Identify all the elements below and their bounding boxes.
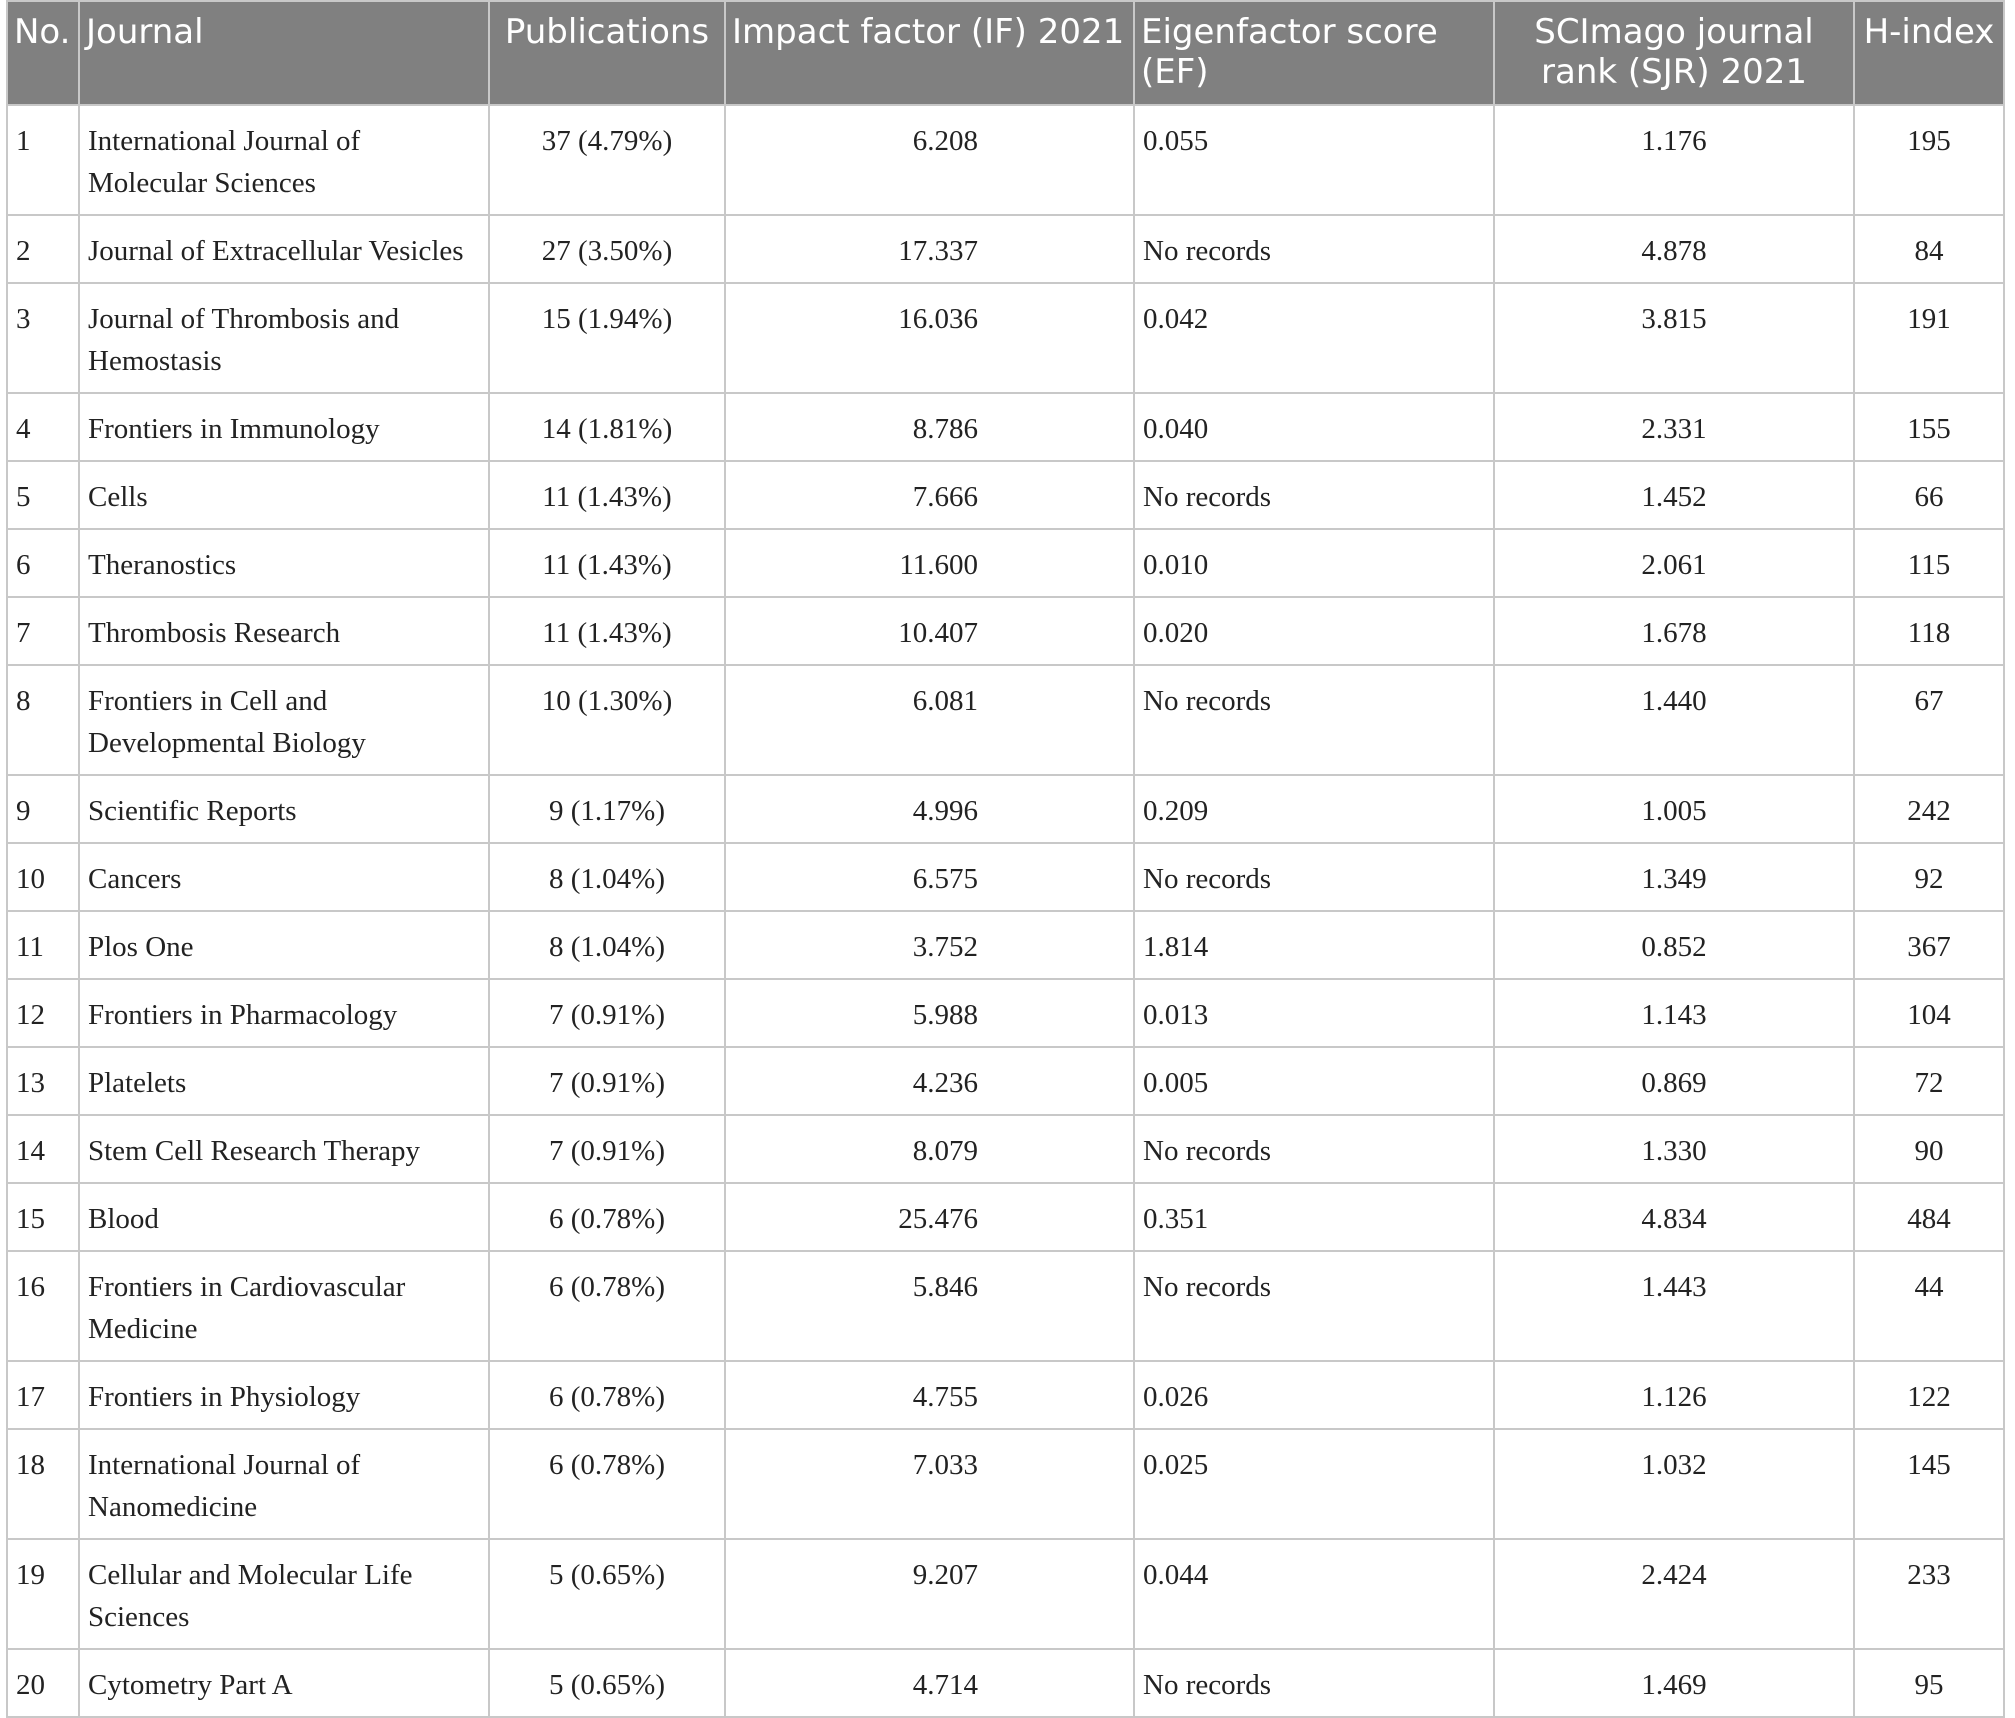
cell-sjr: 1.443 (1494, 1251, 1854, 1361)
cell-h-index: 122 (1854, 1361, 2004, 1429)
cell-h-index: 242 (1854, 775, 2004, 843)
table-row (7, 911, 2004, 979)
cell-no: 2 (7, 215, 79, 283)
table-row (7, 979, 2004, 1047)
cell-sjr: 0.869 (1494, 1047, 1854, 1115)
cell-eigenfactor: No records (1134, 1251, 1494, 1361)
cell-sjr: 2.424 (1494, 1539, 1854, 1649)
cell-impact-factor: 4.236 (725, 1047, 1134, 1115)
cell-no: 20 (7, 1649, 79, 1717)
cell-sjr: 3.815 (1494, 283, 1854, 393)
cell-journal: Stem Cell Research Therapy (79, 1115, 489, 1183)
cell-publications: 7 (0.91%) (489, 1115, 725, 1183)
table-row (7, 393, 2004, 461)
cell-eigenfactor: 0.044 (1134, 1539, 1494, 1649)
cell-h-index: 484 (1854, 1183, 2004, 1251)
table-row (7, 597, 2004, 665)
cell-publications: 14 (1.81%) (489, 393, 725, 461)
cell-h-index: 95 (1854, 1649, 2004, 1717)
cell-sjr: 0.852 (1494, 911, 1854, 979)
header-eigenfactor: Eigenfactor score (EF) (1134, 1, 1494, 105)
cell-no: 4 (7, 393, 79, 461)
cell-h-index: 90 (1854, 1115, 2004, 1183)
cell-journal: Frontiers in Physiology (79, 1361, 489, 1429)
cell-no: 9 (7, 775, 79, 843)
table-row (7, 1115, 2004, 1183)
cell-journal: Frontiers in Cardiovascular Medicine (79, 1251, 489, 1361)
cell-no: 1 (7, 105, 79, 215)
cell-h-index: 66 (1854, 461, 2004, 529)
header-h-index: H-index (1854, 1, 2004, 105)
cell-eigenfactor: 0.010 (1134, 529, 1494, 597)
table-row (7, 1539, 2004, 1649)
cell-eigenfactor: 0.005 (1134, 1047, 1494, 1115)
cell-journal: Cytometry Part A (79, 1649, 489, 1717)
cell-no: 7 (7, 597, 79, 665)
cell-no: 12 (7, 979, 79, 1047)
cell-impact-factor: 25.476 (725, 1183, 1134, 1251)
table-row (7, 843, 2004, 911)
header-sjr: SCImago journal rank (SJR) 2021 (1494, 1, 1854, 105)
cell-impact-factor: 3.752 (725, 911, 1134, 979)
cell-h-index: 115 (1854, 529, 2004, 597)
cell-impact-factor: 6.575 (725, 843, 1134, 911)
cell-h-index: 44 (1854, 1251, 2004, 1361)
cell-sjr: 1.440 (1494, 665, 1854, 775)
cell-no: 8 (7, 665, 79, 775)
cell-h-index: 191 (1854, 283, 2004, 393)
cell-journal: Platelets (79, 1047, 489, 1115)
cell-impact-factor: 4.714 (725, 1649, 1134, 1717)
cell-h-index: 145 (1854, 1429, 2004, 1539)
cell-impact-factor: 4.996 (725, 775, 1134, 843)
cell-publications: 6 (0.78%) (489, 1429, 725, 1539)
cell-h-index: 195 (1854, 105, 2004, 215)
cell-sjr: 1.469 (1494, 1649, 1854, 1717)
cell-sjr: 1.005 (1494, 775, 1854, 843)
cell-journal: Scientific Reports (79, 775, 489, 843)
cell-eigenfactor: 0.040 (1134, 393, 1494, 461)
cell-h-index: 233 (1854, 1539, 2004, 1649)
cell-impact-factor: 7.033 (725, 1429, 1134, 1539)
cell-journal: International Journal of Nanomedicine (79, 1429, 489, 1539)
header-journal: Journal (79, 1, 489, 105)
table-row (7, 665, 2004, 775)
cell-publications: 37 (4.79%) (489, 105, 725, 215)
cell-publications: 5 (0.65%) (489, 1649, 725, 1717)
cell-publications: 7 (0.91%) (489, 979, 725, 1047)
cell-eigenfactor: 0.026 (1134, 1361, 1494, 1429)
cell-sjr: 1.126 (1494, 1361, 1854, 1429)
cell-publications: 15 (1.94%) (489, 283, 725, 393)
cell-impact-factor: 6.081 (725, 665, 1134, 775)
cell-publications: 10 (1.30%) (489, 665, 725, 775)
table-row (7, 1183, 2004, 1251)
cell-publications: 6 (0.78%) (489, 1183, 725, 1251)
cell-sjr: 2.061 (1494, 529, 1854, 597)
journals-table (6, 0, 2005, 1718)
header-impact-factor: Impact factor (IF) 2021 (725, 1, 1134, 105)
cell-journal: Cells (79, 461, 489, 529)
header-row (7, 1, 2004, 105)
cell-publications: 11 (1.43%) (489, 597, 725, 665)
cell-sjr: 1.452 (1494, 461, 1854, 529)
cell-publications: 11 (1.43%) (489, 529, 725, 597)
cell-eigenfactor: No records (1134, 461, 1494, 529)
cell-impact-factor: 11.600 (725, 529, 1134, 597)
table-row (7, 1361, 2004, 1429)
header-no: No. (7, 1, 79, 105)
cell-journal: Thrombosis Research (79, 597, 489, 665)
table-row (7, 1649, 2004, 1717)
cell-eigenfactor: No records (1134, 665, 1494, 775)
cell-no: 5 (7, 461, 79, 529)
cell-h-index: 67 (1854, 665, 2004, 775)
cell-sjr: 4.834 (1494, 1183, 1854, 1251)
cell-no: 19 (7, 1539, 79, 1649)
cell-eigenfactor: 0.020 (1134, 597, 1494, 665)
cell-sjr: 1.032 (1494, 1429, 1854, 1539)
table-row (7, 283, 2004, 393)
table-row (7, 215, 2004, 283)
cell-no: 16 (7, 1251, 79, 1361)
cell-sjr: 2.331 (1494, 393, 1854, 461)
cell-eigenfactor: 0.351 (1134, 1183, 1494, 1251)
cell-journal: Frontiers in Pharmacology (79, 979, 489, 1047)
cell-impact-factor: 5.846 (725, 1251, 1134, 1361)
table-row (7, 529, 2004, 597)
table-row (7, 1429, 2004, 1539)
cell-eigenfactor: 0.013 (1134, 979, 1494, 1047)
cell-eigenfactor: No records (1134, 1649, 1494, 1717)
cell-impact-factor: 7.666 (725, 461, 1134, 529)
cell-journal: Journal of Thrombosis and Hemostasis (79, 283, 489, 393)
cell-publications: 8 (1.04%) (489, 911, 725, 979)
cell-impact-factor: 5.988 (725, 979, 1134, 1047)
cell-h-index: 84 (1854, 215, 2004, 283)
cell-impact-factor: 4.755 (725, 1361, 1134, 1429)
cell-eigenfactor: 1.814 (1134, 911, 1494, 979)
cell-journal: Cellular and Molecular Life Sciences (79, 1539, 489, 1649)
cell-publications: 8 (1.04%) (489, 843, 725, 911)
cell-h-index: 72 (1854, 1047, 2004, 1115)
cell-publications: 11 (1.43%) (489, 461, 725, 529)
cell-sjr: 1.349 (1494, 843, 1854, 911)
cell-no: 14 (7, 1115, 79, 1183)
cell-eigenfactor: 0.209 (1134, 775, 1494, 843)
cell-journal: Frontiers in Immunology (79, 393, 489, 461)
cell-impact-factor: 10.407 (725, 597, 1134, 665)
cell-h-index: 367 (1854, 911, 2004, 979)
cell-journal: Theranostics (79, 529, 489, 597)
cell-publications: 5 (0.65%) (489, 1539, 725, 1649)
cell-eigenfactor: 0.025 (1134, 1429, 1494, 1539)
cell-impact-factor: 17.337 (725, 215, 1134, 283)
cell-no: 17 (7, 1361, 79, 1429)
cell-eigenfactor: 0.042 (1134, 283, 1494, 393)
table-header (7, 1, 2004, 105)
cell-publications: 7 (0.91%) (489, 1047, 725, 1115)
cell-h-index: 92 (1854, 843, 2004, 911)
cell-sjr: 1.330 (1494, 1115, 1854, 1183)
cell-no: 3 (7, 283, 79, 393)
cell-eigenfactor: No records (1134, 215, 1494, 283)
cell-no: 10 (7, 843, 79, 911)
cell-sjr: 4.878 (1494, 215, 1854, 283)
cell-h-index: 104 (1854, 979, 2004, 1047)
cell-eigenfactor: 0.055 (1134, 105, 1494, 215)
table-row (7, 1047, 2004, 1115)
table-row (7, 775, 2004, 843)
cell-publications: 6 (0.78%) (489, 1251, 725, 1361)
cell-no: 11 (7, 911, 79, 979)
cell-impact-factor: 8.786 (725, 393, 1134, 461)
cell-publications: 6 (0.78%) (489, 1361, 725, 1429)
cell-impact-factor: 6.208 (725, 105, 1134, 215)
cell-no: 18 (7, 1429, 79, 1539)
header-publications: Publications (489, 1, 725, 105)
cell-impact-factor: 9.207 (725, 1539, 1134, 1649)
cell-no: 6 (7, 529, 79, 597)
cell-eigenfactor: No records (1134, 843, 1494, 911)
cell-sjr: 1.176 (1494, 105, 1854, 215)
table-row (7, 1251, 2004, 1361)
cell-h-index: 118 (1854, 597, 2004, 665)
cell-no: 15 (7, 1183, 79, 1251)
cell-sjr: 1.143 (1494, 979, 1854, 1047)
cell-journal: Frontiers in Cell and Developmental Biology (79, 665, 489, 775)
cell-publications: 27 (3.50%) (489, 215, 725, 283)
table-body (7, 105, 2004, 1717)
table-row (7, 461, 2004, 529)
cell-journal: International Journal of Molecular Sciences (79, 105, 489, 215)
cell-no: 13 (7, 1047, 79, 1115)
cell-impact-factor: 8.079 (725, 1115, 1134, 1183)
cell-journal: Blood (79, 1183, 489, 1251)
cell-sjr: 1.678 (1494, 597, 1854, 665)
cell-eigenfactor: No records (1134, 1115, 1494, 1183)
cell-impact-factor: 16.036 (725, 283, 1134, 393)
cell-journal: Journal of Extracellular Vesicles (79, 215, 489, 283)
cell-h-index: 155 (1854, 393, 2004, 461)
cell-journal: Plos One (79, 911, 489, 979)
cell-journal: Cancers (79, 843, 489, 911)
cell-publications: 9 (1.17%) (489, 775, 725, 843)
table-row (7, 105, 2004, 215)
